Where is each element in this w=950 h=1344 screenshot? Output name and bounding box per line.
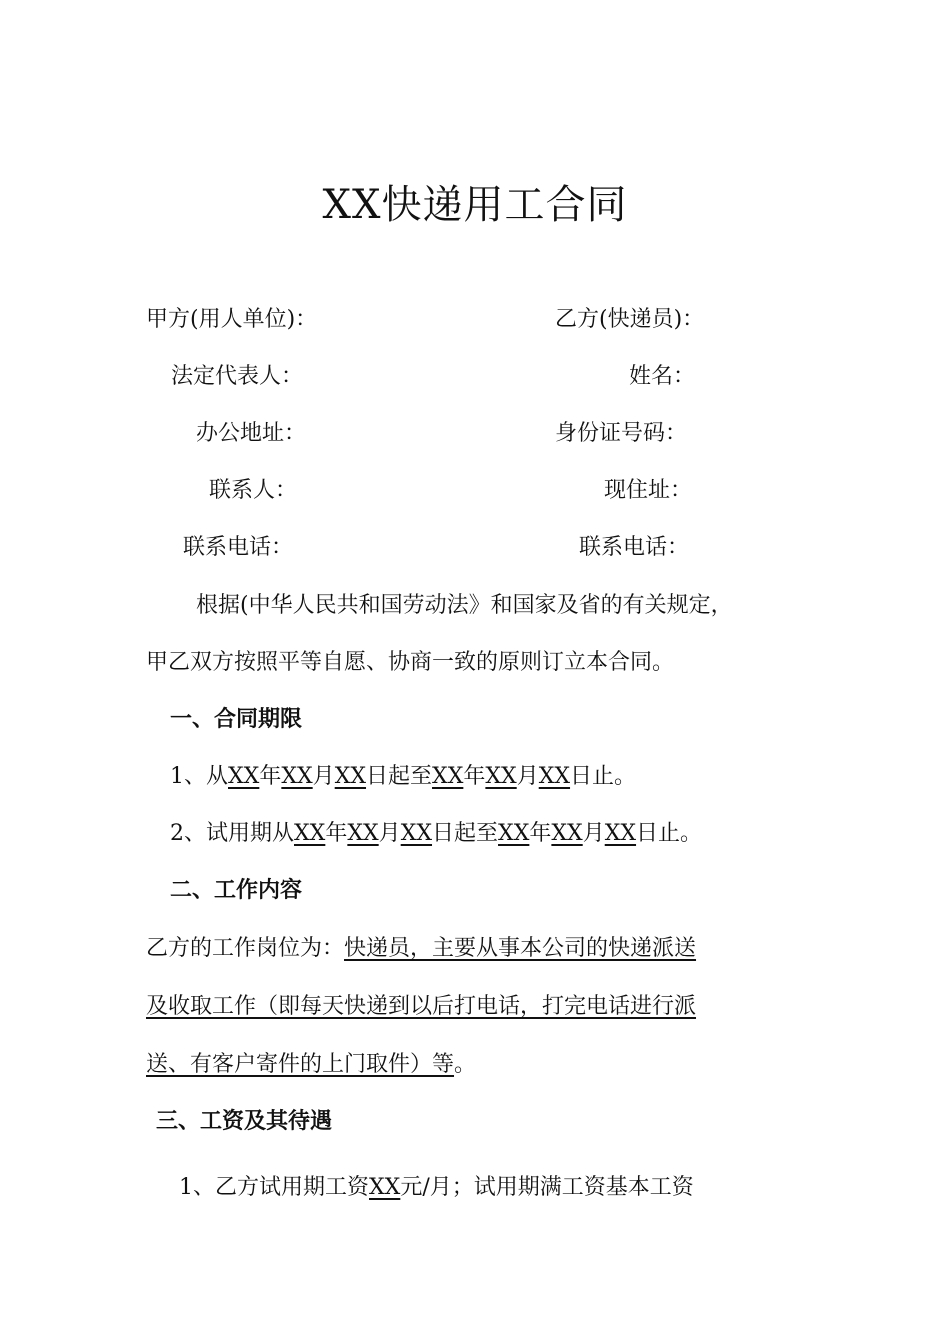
party-a-address-label: 办公地址： <box>196 421 307 446</box>
wage-prefix: 1、乙方试用期工资 <box>179 1175 369 1200</box>
year-label: 年 <box>325 821 348 846</box>
day-end-label: 日止。 <box>636 821 703 846</box>
term-2-prefix: 2、试用期从 <box>170 821 294 846</box>
year-label: 年 <box>529 821 552 846</box>
duty-end-punct: 。 <box>454 1052 477 1077</box>
blank-field: XX <box>551 821 583 846</box>
day-start-label: 日起至 <box>432 821 499 846</box>
blank-field: XX <box>334 764 367 789</box>
term-1-prefix: 1、从 <box>170 764 228 789</box>
month-label: 月 <box>582 821 605 846</box>
blank-field: XX <box>604 821 637 846</box>
intro-line-1: 根据(中华人民共和国劳动法》和国家及省的有关规定， <box>196 593 733 618</box>
blank-field: XX <box>294 821 326 846</box>
party-b-address-label: 现住址： <box>604 478 693 503</box>
term-line-1 <box>170 762 636 792</box>
month-label: 月 <box>378 821 401 846</box>
document-title: XX快递用工合同 <box>322 182 628 228</box>
blank-field: XX <box>369 1175 401 1200</box>
party-b-phone-label: 联系电话： <box>579 535 690 560</box>
section-1-heading: 一、合同期限 <box>170 707 303 732</box>
blank-field: XX <box>538 764 571 789</box>
party-a-contact-label: 联系人： <box>209 478 298 503</box>
day-start-label: 日起至 <box>366 764 433 789</box>
duty-line-3 <box>146 1050 476 1080</box>
blank-field: XX <box>228 764 260 789</box>
wage-line-1 <box>179 1173 694 1203</box>
wage-suffix: 元/月；试用期满工资基本工资 <box>400 1175 694 1200</box>
term-line-2 <box>170 819 702 849</box>
section-3-heading: 三、工资及其待遇 <box>156 1109 333 1134</box>
party-b-id-label: 身份证号码： <box>555 421 688 446</box>
party-b-heading: 乙方(快递员)： <box>555 307 705 332</box>
duty-line-2 <box>146 992 696 1022</box>
blank-field: XX <box>347 821 379 846</box>
year-label: 年 <box>463 764 486 789</box>
party-a-phone-label: 联系电话： <box>183 535 294 560</box>
party-a-legal-rep-label: 法定代表人： <box>171 364 304 389</box>
blank-field: XX <box>485 764 517 789</box>
duty-line-1 <box>146 934 696 964</box>
blank-field: XX <box>400 821 433 846</box>
job-duties-text: 送、有客户寄件的上门取件）等 <box>146 1052 455 1077</box>
party-a-heading: 甲方(用人单位)： <box>146 307 318 332</box>
intro-line-2: 甲乙双方按照平等自愿、协商一致的原则订立本合同。 <box>146 650 675 675</box>
party-b-name-label: 姓名： <box>629 364 696 389</box>
day-end-label: 日止。 <box>570 764 637 789</box>
month-label: 月 <box>516 764 539 789</box>
job-duties-text: 快递员，主要从事本公司的快递派送 <box>344 936 697 961</box>
year-label: 年 <box>259 764 282 789</box>
blank-field: XX <box>498 821 530 846</box>
section-2-heading: 二、工作内容 <box>170 878 303 903</box>
month-label: 月 <box>312 764 335 789</box>
job-position-lead: 乙方的工作岗位为： <box>146 936 345 961</box>
blank-field: XX <box>281 764 313 789</box>
blank-field: XX <box>432 764 464 789</box>
job-duties-text: 及收取工作（即每天快递到以后打电话，打完电话进行派 <box>146 994 697 1019</box>
